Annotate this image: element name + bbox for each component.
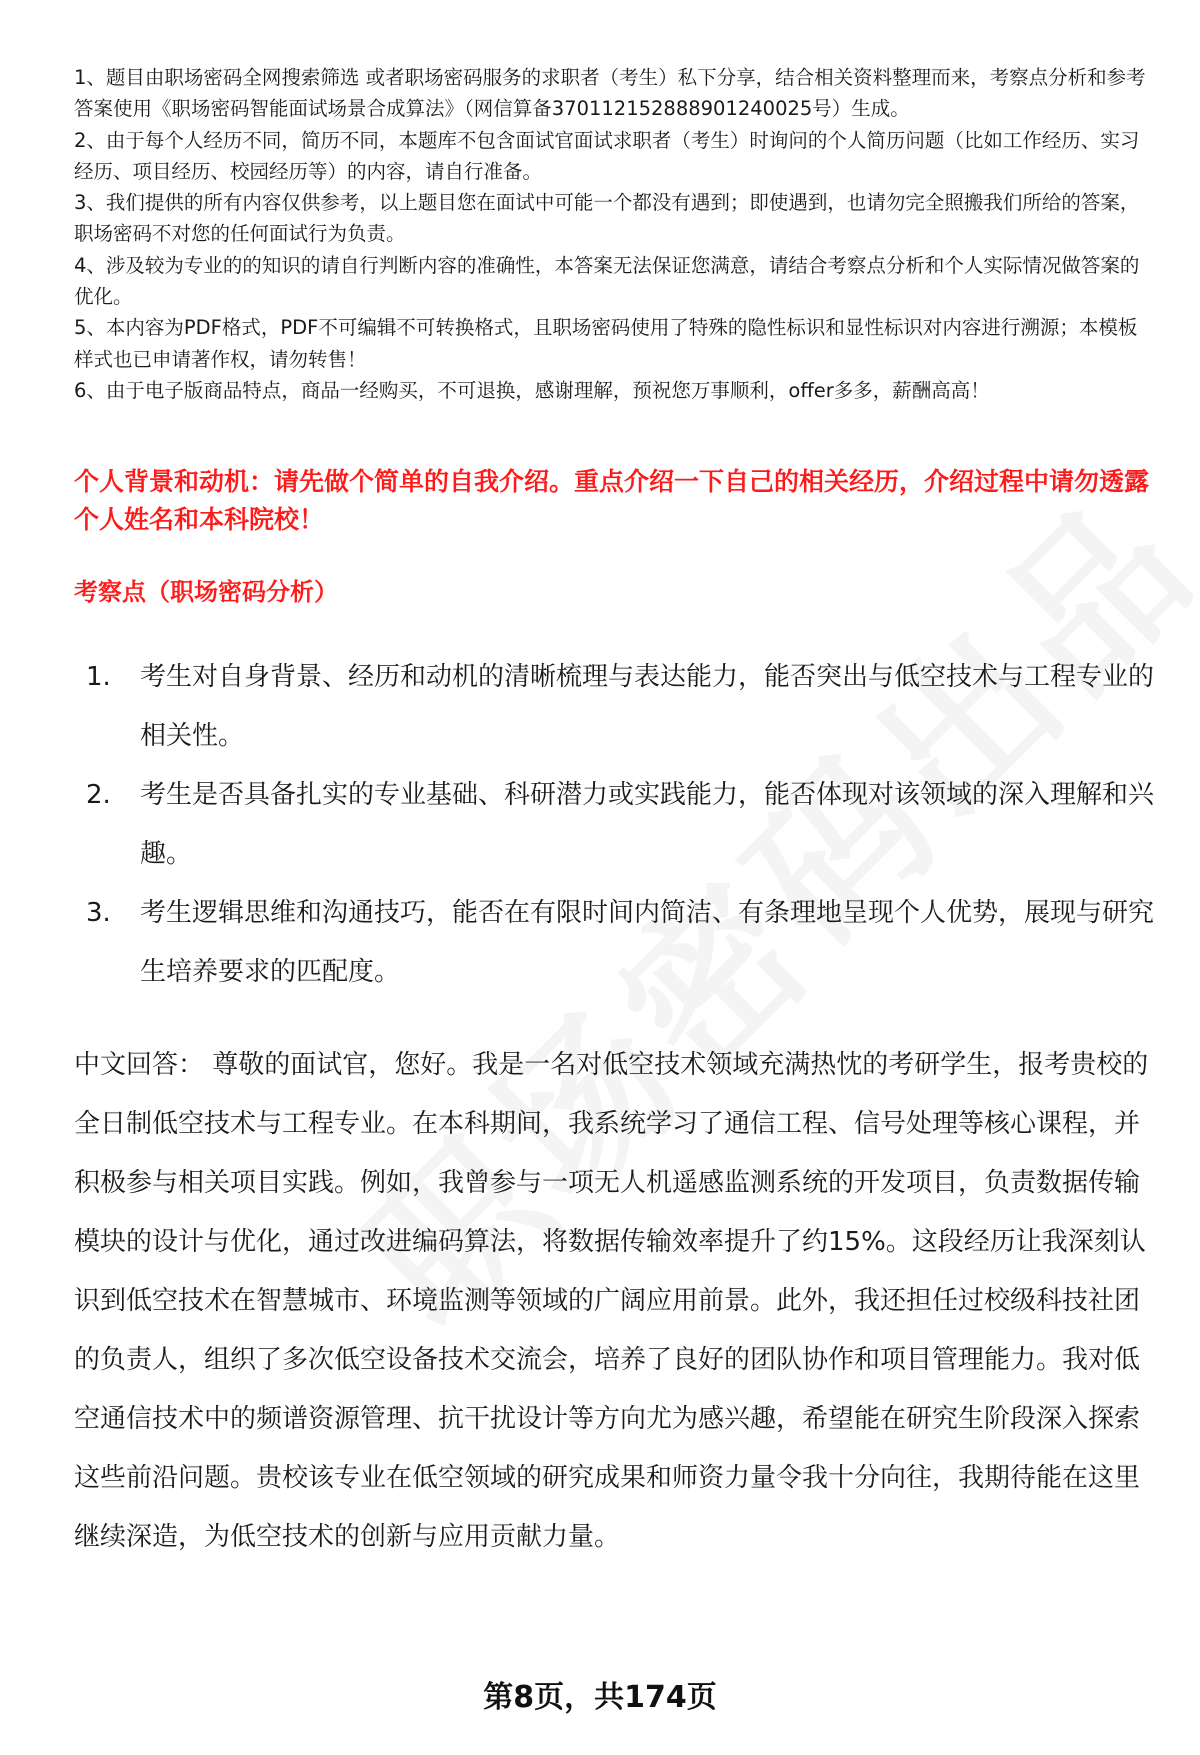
analysis-point (74, 648, 1154, 766)
point-number: 2. (86, 780, 111, 810)
analysis-point (74, 884, 1154, 1002)
point-text: 考生逻辑思维和沟通技巧，能否在有限时间内简洁、有条理地呈现个人优势，展现与研究生培养要求的匹配度。 (140, 898, 1155, 987)
analysis-section-title: 考察点（职场密码分析） (74, 578, 338, 606)
notice-item: 4、涉及较为专业的的知识的请自行判断内容的准确性，本答案无法保证您满意，请结合考察点分析和个人实际情况做答案的优化。 (74, 253, 1140, 309)
notice-item: 3、我们提供的所有内容仅供参考，以上题目您在面试中可能一个都没有遇到；即使遇到，也请勿完全照搬我们所给的答案，职场密码不对您的任何面试行为负责。 (74, 191, 1140, 246)
answer-text: 中文回答： 尊敬的面试官，您好。我是一名对低空技术领域充满热忱的考研学生，报考贵校的全日制低空技术与工程专业。在本科期间，我系统学习了通信工程、信号处理等核心课程，并积极参与相关项目实践。例如，我曾参与一项无人机遥感监测系统的开发项目，负责数据传输模块的设计与优化，通过改进编码算法，将数据传输效率提升了约15%。这段经历让我深刻认识到低空技术在智慧城市、环境监测等领域的广阔应用前景。此外，我还担任过校级科技社团的负责人，组织了多次低空设备技术交流会，培养了良好的团队协作和项目管理能力。我对低空通信技术中的频谱资源管理、抗干扰设计等方向尤为感兴趣，希望能在研究生阶段深入探索这些前沿问题。贵校该专业在低空领域的研究成果和师资力量令我十分向往，我期待能在这里继续深造，为低空技术的创新与应用贡献力量。 (74, 1050, 1149, 1552)
point-text: 考生对自身背景、经历和动机的清晰梳理与表达能力，能否突出与低空技术与工程专业的相关性。 (140, 662, 1155, 751)
notice-list (74, 62, 1154, 406)
point-number: 3. (86, 898, 111, 928)
page-number: 第8页，共174页 (483, 1680, 717, 1715)
analysis-points (74, 648, 1154, 1002)
notice-item: 1、题目由职场密码全网搜索筛选 或者职场密码服务的求职者（考生）私下分享，结合相关资料整理而来，考察点分析和参考答案使用《职场密码智能面试场景合成算法》（网信算备370112152888901240025号）生成。 (74, 66, 1146, 121)
notice-item: 2、由于每个人经历不同，简历不同，本题库不包含面试官面试求职者（考生）时询问的个人简历问题（比如工作经历、实习经历、项目经历、校园经历等）的内容，请自行准备。 (74, 128, 1140, 183)
question-heading: 个人背景和动机：请先做个简单的自我介绍。重点介绍一下自己的相关经历，介绍过程中请勿透露个人姓名和本科院校！ (74, 467, 1150, 534)
notice-item: 6、由于电子版商品特点，商品一经购买，不可退换，感谢理解，预祝您万事顺利，offer多多，薪酬高高！ (74, 378, 990, 402)
analysis-point (74, 766, 1154, 884)
point-text: 考生是否具备扎实的专业基础、科研潜力或实践能力，能否体现对该领域的深入理解和兴趣。 (140, 780, 1155, 869)
notice-item: 5、本内容为PDF格式，PDF不可编辑不可转换格式，且职场密码使用了特殊的隐性标识和显性标识对内容进行溯源；本模板样式也已申请著作权，请勿转售！ (74, 316, 1138, 371)
point-number: 1. (86, 662, 111, 692)
